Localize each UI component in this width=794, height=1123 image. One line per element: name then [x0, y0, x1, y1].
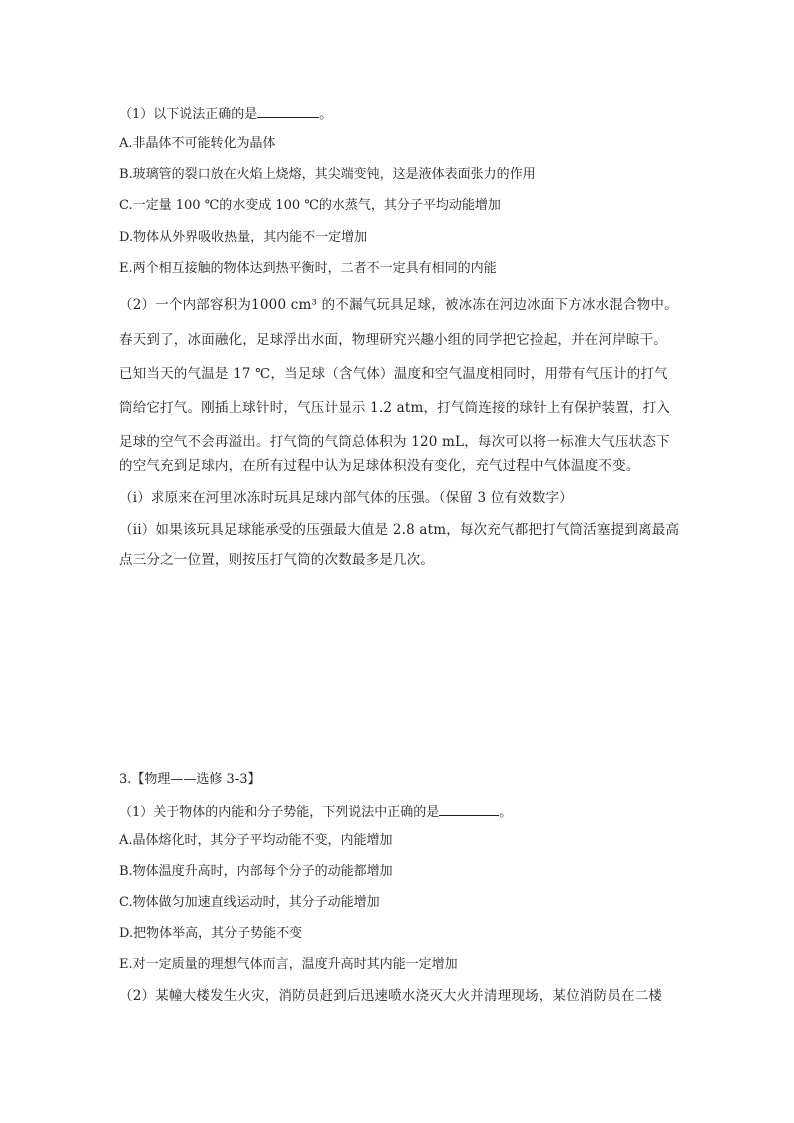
section-3-option-e: E.对一定质量的理想气体而言，温度升高时其内能一定增加	[119, 957, 458, 972]
question-2-line-2: 春天到了，冰面融化，足球浮出水面，物理研究兴趣小组的同学把它捡起，并在河岸晾干。	[119, 332, 667, 348]
question-1-text: （1）以下说法正确的是	[119, 107, 258, 122]
question-2-line-4: 筒给它打气。刚插上球针时，气压计显示 1.2 atm，打气筒连接的球针上有保护装置，打入	[119, 400, 671, 416]
question-2-line-6: 的空气充到足球内，在所有过程中认为足球体积没有变化，充气过程中气体温度不变。	[119, 458, 640, 474]
option-c: C.一定量 100 ℃的水变成 100 ℃的水蒸气，其分子平均动能增加	[119, 198, 501, 213]
sub-question-ii-line-2: 点三分之一位置，则按压打气筒的次数最多是几次。	[119, 552, 435, 568]
section-3-question-1-end: 。	[499, 805, 513, 820]
answer-blank	[257, 105, 319, 118]
option-a: A.非晶体不可能转化为晶体	[119, 136, 276, 151]
option-d: D.物体从外界吸收热量，其内能不一定增加	[119, 230, 368, 245]
section-3-option-a: A.晶体熔化时，其分子平均动能不变，内能增加	[119, 833, 393, 848]
option-e: E.两个相互接触的物体达到热平衡时，二者不一定具有相同的内能	[119, 261, 497, 276]
sub-question-ii-line-1: （ii）如果该玩具足球能承受的压强最大值是 2.8 atm，每次充气都把打气筒活塞提到离最高	[119, 522, 680, 538]
section-3-question-1-stem	[119, 803, 512, 821]
question-1-end: 。	[319, 107, 333, 122]
question-2-line-3: 已知当天的气温是 17 ℃，当足球（含气体）温度和空气温度相同时，用带有气压计的打气	[119, 366, 668, 382]
answer-blank	[439, 803, 499, 816]
section-3-option-b: B.物体温度升高时，内部每个分子的动能都增加	[119, 864, 393, 879]
section-3-question-1-text: （1）关于物体的内能和分子势能，下列说法中正确的是	[119, 805, 440, 820]
option-b: B.玻璃管的裂口放在火焰上烧熔，其尖端变钝，这是液体表面张力的作用	[119, 167, 536, 182]
section-3-heading: 3.【物理——选修 3-3】	[119, 772, 261, 787]
section-3-question-2-line-1: （2）某幢大楼发生火灾，消防员赶到后迅速喷水浇灭大火并清理现场，某位消防员在二楼	[119, 988, 663, 1004]
section-3-option-c: C.物体做匀加速直线运动时，其分子动能增加	[119, 895, 380, 910]
question-2-line-1: （2）一个内部容积为1000 cm³ 的不漏气玩具足球，被冰冻在河边冰面下方冰水混合物中。	[119, 297, 678, 313]
sub-question-i: （i）求原来在河里冰冻时玩具足球内部气体的压强。（保留 3 位有效数字）	[119, 490, 573, 506]
question-1-stem	[119, 105, 332, 123]
question-2-line-5: 足球的空气不会再溢出。打气筒的气筒总体积为 120 mL，每次可以将一标准大气压状态下	[119, 434, 670, 450]
section-3-option-d: D.把物体举高，其分子势能不变	[119, 926, 303, 941]
